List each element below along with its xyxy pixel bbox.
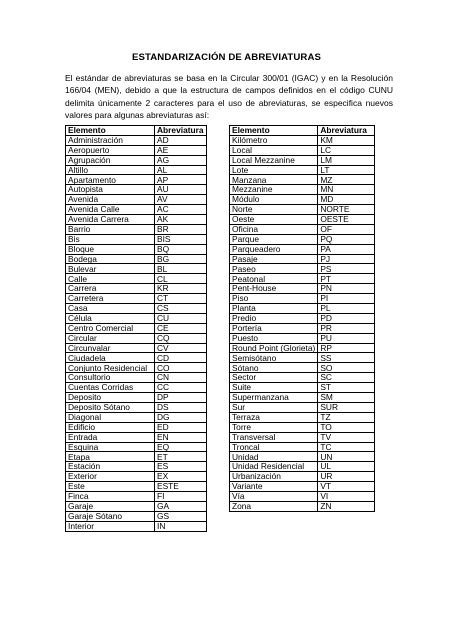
table-row xyxy=(66,244,207,254)
abbreviation-cell: BQ xyxy=(155,244,207,254)
abbreviation-cell: SM xyxy=(318,393,375,403)
element-cell: Circular xyxy=(66,333,155,343)
table-row xyxy=(66,135,207,145)
table-row xyxy=(230,313,375,323)
abbreviation-cell: TC xyxy=(318,442,375,452)
table-row xyxy=(230,284,375,294)
table-row xyxy=(230,165,375,175)
element-cell: Carretera xyxy=(66,294,155,304)
table-row xyxy=(230,195,375,205)
abbreviation-cell: MN xyxy=(318,185,375,195)
abbreviation-cell: PI xyxy=(318,294,375,304)
element-cell: Entrada xyxy=(66,432,155,442)
abbreviation-cell: UN xyxy=(318,452,375,462)
abbreviation-cell: RP xyxy=(318,343,375,353)
element-cell: Terraza xyxy=(230,412,318,422)
element-cell: Supermanzana xyxy=(230,393,318,403)
table-row xyxy=(230,185,375,195)
table-row xyxy=(230,432,375,442)
table-row xyxy=(230,215,375,225)
table-row xyxy=(66,284,207,294)
abbreviation-cell: AK xyxy=(155,215,207,225)
abbreviation-cell: OF xyxy=(318,224,375,234)
table-row xyxy=(230,402,375,412)
element-cell: Avenida Carrera xyxy=(66,215,155,225)
abbreviation-cell: ZN xyxy=(318,501,375,511)
table-row xyxy=(66,215,207,225)
element-cell: Circunvalar xyxy=(66,343,155,353)
element-cell: Pasaje xyxy=(230,254,318,264)
abbreviation-cell: LT xyxy=(318,165,375,175)
element-cell: Este xyxy=(66,482,155,492)
table-header-row xyxy=(230,126,375,136)
element-cell: Peatonal xyxy=(230,274,318,284)
table-row xyxy=(230,472,375,482)
element-cell: Planta xyxy=(230,304,318,314)
abbreviation-cell: AU xyxy=(155,185,207,195)
abbreviation-cell: PJ xyxy=(318,254,375,264)
table-row xyxy=(66,402,207,412)
element-cell: Consultorio xyxy=(66,373,155,383)
element-cell: Kilómetro xyxy=(230,135,318,145)
intro-paragraph: El estándar de abreviaturas se basa en la Circular 300/01 (IGAC) y en la Resolución 166/04 (MEN), debido a que la estructura de campos definidos en el código CUNU delimita únicamente 2 caracteres para el uso de abreviaturas, se especifica nuevos valores para algunas abreviaturas así: xyxy=(65,73,393,121)
element-cell: Avenida Calle xyxy=(66,205,155,215)
table-row xyxy=(230,254,375,264)
abbreviation-cell: TZ xyxy=(318,412,375,422)
abbreviation-cell: ST xyxy=(318,383,375,393)
table-row xyxy=(230,234,375,244)
element-cell: Administración xyxy=(66,135,155,145)
element-cell: Cuentas Corridas xyxy=(66,383,155,393)
element-cell: Autopista xyxy=(66,185,155,195)
table-row xyxy=(230,333,375,343)
abbreviation-cell: TO xyxy=(318,422,375,432)
abbreviation-cell: CE xyxy=(155,323,207,333)
abbreviation-cell: KR xyxy=(155,284,207,294)
element-cell: Apartamento xyxy=(66,175,155,185)
table-row xyxy=(230,145,375,155)
element-cell: Parqueadero xyxy=(230,244,318,254)
element-cell: Piso xyxy=(230,294,318,304)
table-row xyxy=(66,313,207,323)
abbreviation-cell: FI xyxy=(155,491,207,501)
element-cell: Garaje xyxy=(66,501,155,511)
element-cell: Estación xyxy=(66,462,155,472)
element-cell: Garaje Sótano xyxy=(66,511,155,521)
abbreviation-cell: PL xyxy=(318,304,375,314)
abbreviation-cell: BG xyxy=(155,254,207,264)
element-cell: Norte xyxy=(230,205,318,215)
abbreviation-cell: AV xyxy=(155,195,207,205)
element-cell: Torre xyxy=(230,422,318,432)
element-cell: Suite xyxy=(230,383,318,393)
element-cell: Bis xyxy=(66,234,155,244)
element-cell: Unidad Residencial xyxy=(230,462,318,472)
abbreviation-cell: TV xyxy=(318,432,375,442)
abbreviation-cell: AC xyxy=(155,205,207,215)
abbreviation-cell: PQ xyxy=(318,234,375,244)
abbreviation-cell: PS xyxy=(318,264,375,274)
table-row xyxy=(66,511,207,521)
table-row xyxy=(66,452,207,462)
element-cell: Unidad xyxy=(230,452,318,462)
abbreviation-cell: PT xyxy=(318,274,375,284)
element-cell: Sótano xyxy=(230,363,318,373)
abbreviation-cell: PN xyxy=(318,284,375,294)
table-row xyxy=(66,412,207,422)
abbreviation-cell: PR xyxy=(318,323,375,333)
abbreviation-cell: PA xyxy=(318,244,375,254)
element-cell: Conjunto Residencial xyxy=(66,363,155,373)
table-row xyxy=(66,185,207,195)
element-cell: Esquina xyxy=(66,442,155,452)
abbreviation-cell: LC xyxy=(318,145,375,155)
table-row xyxy=(66,323,207,333)
abbreviation-cell: CT xyxy=(155,294,207,304)
table-header-row xyxy=(66,126,207,136)
table-row xyxy=(66,373,207,383)
abbreviation-table-right xyxy=(229,125,375,512)
table-row xyxy=(230,442,375,452)
abbreviation-cell: AD xyxy=(155,135,207,145)
element-cell: Mezzanine xyxy=(230,185,318,195)
element-cell: Avenida xyxy=(66,195,155,205)
table-row xyxy=(230,175,375,185)
table-row xyxy=(230,393,375,403)
element-cell: Calle xyxy=(66,274,155,284)
element-cell: Finca xyxy=(66,491,155,501)
header-elemento: Elemento xyxy=(230,126,318,136)
table-row xyxy=(66,234,207,244)
element-cell: Barrio xyxy=(66,224,155,234)
element-cell: Variante xyxy=(230,482,318,492)
abbreviation-cell: AE xyxy=(155,145,207,155)
table-row xyxy=(230,224,375,234)
abbreviation-cell: DP xyxy=(155,393,207,403)
table-row xyxy=(66,472,207,482)
element-cell: Oeste xyxy=(230,215,318,225)
abbreviation-cell: DS xyxy=(155,402,207,412)
element-cell: Zona xyxy=(230,501,318,511)
table-row xyxy=(230,482,375,492)
abbreviation-cell: UR xyxy=(318,472,375,482)
table-row xyxy=(66,145,207,155)
table-row xyxy=(66,274,207,284)
element-cell: Semisótano xyxy=(230,353,318,363)
table-row xyxy=(66,155,207,165)
abbreviation-cell: AL xyxy=(155,165,207,175)
table-row xyxy=(66,165,207,175)
abbreviation-cell: EX xyxy=(155,472,207,482)
header-abreviatura: Abreviatura xyxy=(155,126,207,136)
element-cell: Local xyxy=(230,145,318,155)
abbreviation-cell: VT xyxy=(318,482,375,492)
abbreviation-cell: ED xyxy=(155,422,207,432)
table-row xyxy=(66,343,207,353)
element-cell: Portería xyxy=(230,323,318,333)
table-body-left xyxy=(66,135,207,531)
table-row xyxy=(230,205,375,215)
element-cell: Transversal xyxy=(230,432,318,442)
abbreviation-cell: CD xyxy=(155,353,207,363)
element-cell: Urbanización xyxy=(230,472,318,482)
element-cell: Altillo xyxy=(66,165,155,175)
abbreviation-cell: SS xyxy=(318,353,375,363)
element-cell: Puesto xyxy=(230,333,318,343)
element-cell: Casa xyxy=(66,304,155,314)
header-elemento: Elemento xyxy=(66,126,155,136)
table-row xyxy=(66,254,207,264)
element-cell: Troncal xyxy=(230,442,318,452)
abbreviation-cell: VI xyxy=(318,491,375,501)
abbreviation-cell: DG xyxy=(155,412,207,422)
table-row xyxy=(230,323,375,333)
table-row xyxy=(66,224,207,234)
abbreviation-cell: IN xyxy=(155,521,207,531)
element-cell: Edificio xyxy=(66,422,155,432)
header-abreviatura: Abreviatura xyxy=(318,126,375,136)
table-row xyxy=(230,135,375,145)
table-row xyxy=(66,195,207,205)
table-row xyxy=(66,363,207,373)
element-cell: Pent-House xyxy=(230,284,318,294)
table-row xyxy=(230,491,375,501)
table-row xyxy=(230,363,375,373)
abbreviation-cell: AP xyxy=(155,175,207,185)
table-row xyxy=(230,244,375,254)
abbreviation-cell: ES xyxy=(155,462,207,472)
element-cell: Oficina xyxy=(230,224,318,234)
element-cell: Manzana xyxy=(230,175,318,185)
abbreviation-cell: GA xyxy=(155,501,207,511)
table-row xyxy=(230,274,375,284)
table-row xyxy=(66,383,207,393)
element-cell: Deposito xyxy=(66,393,155,403)
element-cell: Predio xyxy=(230,313,318,323)
abbreviation-table-left xyxy=(65,125,207,532)
table-row xyxy=(66,521,207,531)
element-cell: Deposito Sótano xyxy=(66,402,155,412)
element-cell: Módulo xyxy=(230,195,318,205)
table-row xyxy=(66,462,207,472)
element-cell: Bodega xyxy=(66,254,155,264)
abbreviation-cell: GS xyxy=(155,511,207,521)
element-cell: Interior xyxy=(66,521,155,531)
table-body-right xyxy=(230,135,375,511)
table-row xyxy=(66,175,207,185)
abbreviation-cell: CN xyxy=(155,373,207,383)
table-row xyxy=(66,353,207,363)
table-row xyxy=(66,432,207,442)
element-cell: Parque xyxy=(230,234,318,244)
element-cell: Carrera xyxy=(66,284,155,294)
table-row xyxy=(230,422,375,432)
abbreviation-cell: UL xyxy=(318,462,375,472)
element-cell: Paseo xyxy=(230,264,318,274)
abbreviation-cell: EN xyxy=(155,432,207,442)
element-cell: Bulevar xyxy=(66,264,155,274)
abbreviation-cell: SO xyxy=(318,363,375,373)
element-cell: Bloque xyxy=(66,244,155,254)
abbreviation-cell: CC xyxy=(155,383,207,393)
abbreviation-cell: ET xyxy=(155,452,207,462)
abbreviation-cell: CQ xyxy=(155,333,207,343)
table-row xyxy=(230,353,375,363)
table-row xyxy=(66,491,207,501)
table-row xyxy=(230,462,375,472)
element-cell: Ciudadela xyxy=(66,353,155,363)
abbreviation-cell: SC xyxy=(318,373,375,383)
abbreviation-cell: PD xyxy=(318,313,375,323)
element-cell: Aeropuerto xyxy=(66,145,155,155)
element-cell: Diagonal xyxy=(66,412,155,422)
element-cell: Sur xyxy=(230,402,318,412)
element-cell: Round Point (Glorieta) xyxy=(230,343,318,353)
table-row xyxy=(66,304,207,314)
element-cell: Local Mezzanine xyxy=(230,155,318,165)
table-row xyxy=(230,264,375,274)
abbreviation-cell: BL xyxy=(155,264,207,274)
table-row xyxy=(230,412,375,422)
abbreviation-cell: PU xyxy=(318,333,375,343)
element-cell: Célula xyxy=(66,313,155,323)
table-row xyxy=(66,482,207,492)
element-cell: Centro Comercial xyxy=(66,323,155,333)
table-row xyxy=(230,383,375,393)
abbreviation-cell: LM xyxy=(318,155,375,165)
abbreviation-cell: CO xyxy=(155,363,207,373)
abbreviation-cell: CV xyxy=(155,343,207,353)
abbreviation-cell: MD xyxy=(318,195,375,205)
abbreviation-cell: BR xyxy=(155,224,207,234)
abbreviation-cell: CU xyxy=(155,313,207,323)
abbreviation-cell: ESTE xyxy=(155,482,207,492)
table-row xyxy=(66,393,207,403)
table-row xyxy=(66,501,207,511)
table-row xyxy=(230,501,375,511)
document-title: ESTANDARIZACIÓN DE ABREVIATURAS xyxy=(132,52,321,63)
element-cell: Agrupación xyxy=(66,155,155,165)
table-row xyxy=(66,205,207,215)
element-cell: Sector xyxy=(230,373,318,383)
table-row xyxy=(230,304,375,314)
abbreviation-cell: EQ xyxy=(155,442,207,452)
table-row xyxy=(230,452,375,462)
element-cell: Exterior xyxy=(66,472,155,482)
element-cell: Vía xyxy=(230,491,318,501)
abbreviation-cell: NORTE xyxy=(318,205,375,215)
table-row xyxy=(66,442,207,452)
table-row xyxy=(66,422,207,432)
table-row xyxy=(230,343,375,353)
abbreviation-cell: MZ xyxy=(318,175,375,185)
table-row xyxy=(230,155,375,165)
abbreviation-cell: KM xyxy=(318,135,375,145)
abbreviation-cell: BIS xyxy=(155,234,207,244)
table-row xyxy=(66,264,207,274)
element-cell: Etapa xyxy=(66,452,155,462)
abbreviation-cell: CS xyxy=(155,304,207,314)
abbreviation-cell: CL xyxy=(155,274,207,284)
abbreviation-cell: SUR xyxy=(318,402,375,412)
table-row xyxy=(230,294,375,304)
element-cell: Lote xyxy=(230,165,318,175)
table-row xyxy=(230,373,375,383)
abbreviation-cell: OESTE xyxy=(318,215,375,225)
table-row xyxy=(66,294,207,304)
table-row xyxy=(66,333,207,343)
abbreviation-cell: AG xyxy=(155,155,207,165)
